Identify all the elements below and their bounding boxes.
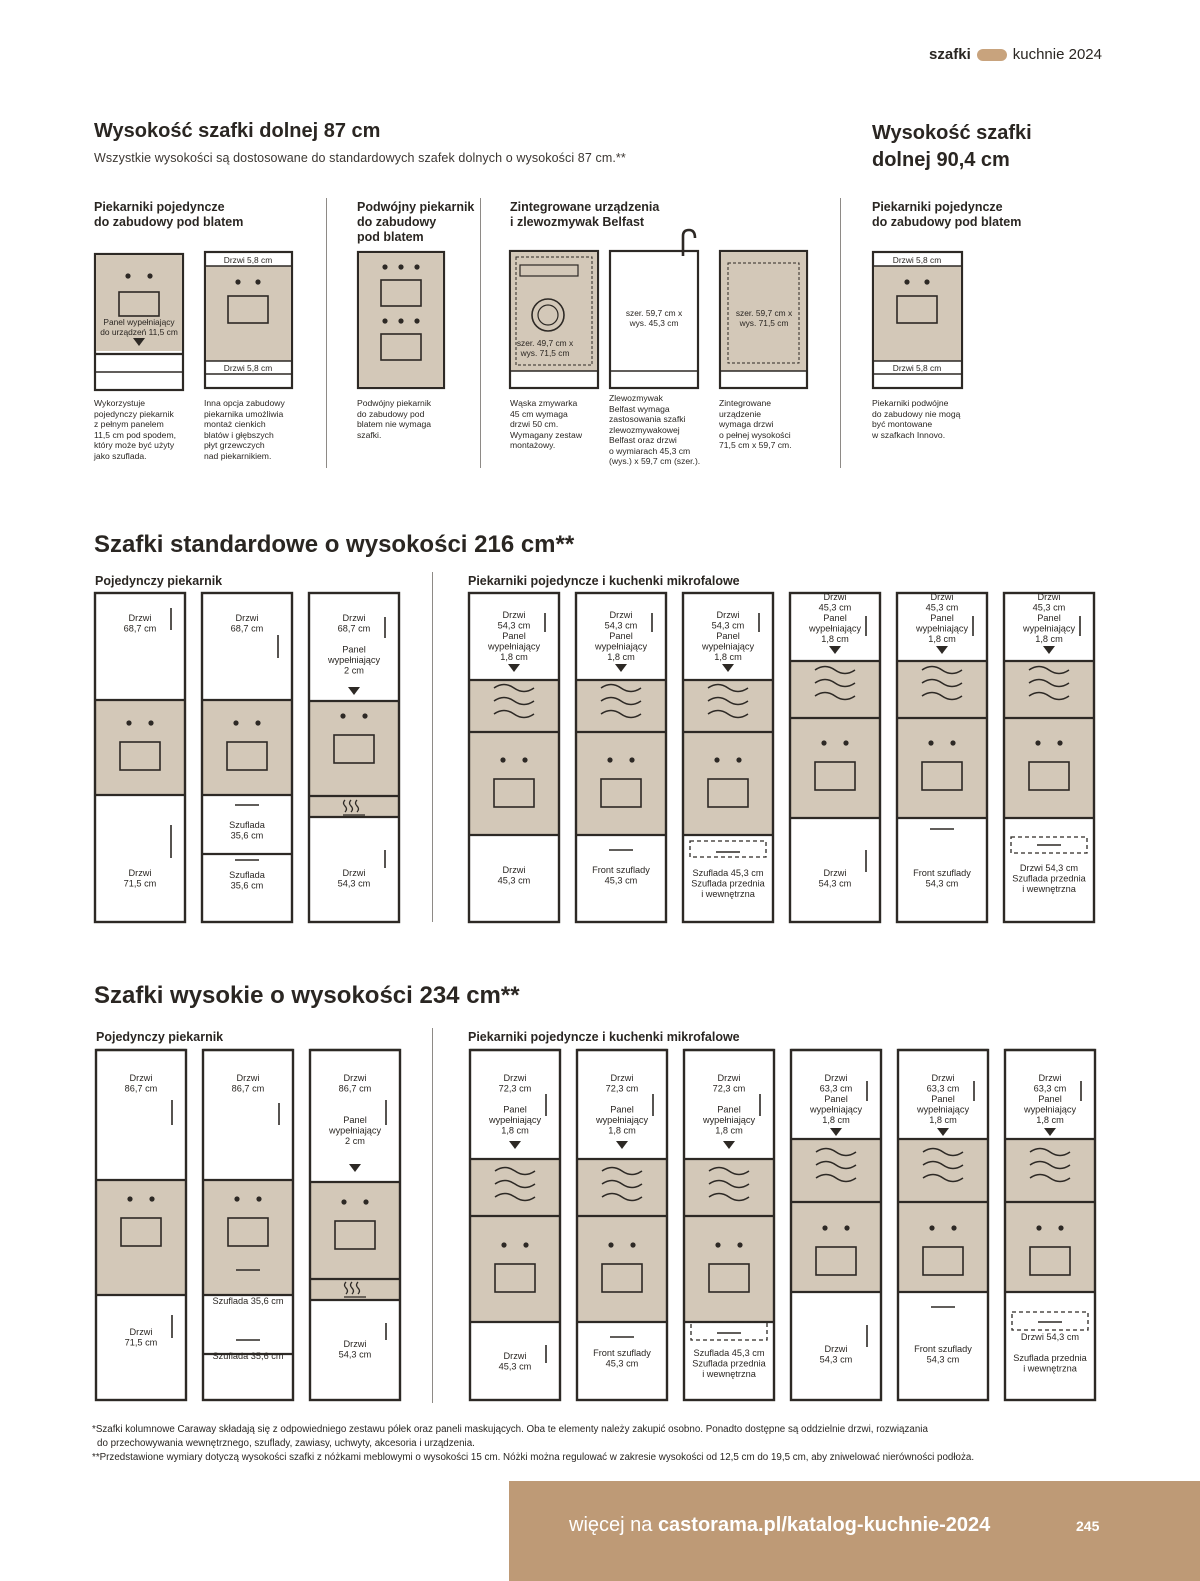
appliance-panel (792, 1139, 880, 1202)
cabinet-label: i wewnętrzna (1023, 1363, 1077, 1374)
appliance-panel (204, 1180, 292, 1295)
cabinet-label: wypełniający (916, 1104, 970, 1115)
cabinet-label: Drzwi (343, 1339, 367, 1349)
cabinet-label: Panel (610, 1104, 634, 1115)
cabinet-label: 45,3 cm (818, 602, 852, 613)
cabinet-label: wypełniający (327, 655, 381, 665)
cabinet-label: 54,3 cm (497, 620, 531, 631)
cabinet-label: wypełniający (1022, 623, 1076, 634)
appliance-panel (97, 1180, 185, 1295)
cabinet-label: Szuflada 45,3 cm (693, 1348, 765, 1358)
sink-size: wys. 45,3 cm (629, 318, 679, 328)
cabinet-label: wypełniający (701, 641, 755, 652)
cabinet-label: Szuflada 35,6 cm (212, 1296, 284, 1306)
cabinet-label: 72,3 cm (605, 1083, 639, 1094)
cabinet-label: Drzwi (502, 865, 526, 875)
section-234-left-heading: Pojedynczy piekarnik (96, 1030, 224, 1044)
arrow-down-icon (936, 646, 948, 654)
faucet-icon (683, 230, 695, 256)
section-216-right-heading: Piekarniki pojedyncze i kuchenki mikrofalowe (468, 574, 740, 588)
cabinet-label: Szuflada (229, 870, 265, 880)
cabinet-label: Drzwi (1038, 1073, 1062, 1083)
cabinet-label: 63,3 cm (1033, 1083, 1067, 1094)
cabinet-label: wypełniający (702, 1115, 756, 1125)
cabinet-label: 54,3 cm (819, 1354, 853, 1365)
appliance-panel (471, 1216, 559, 1322)
cabinet-label: Szuflada przednia (692, 1358, 766, 1369)
cabinet-label: Drzwi (931, 1073, 955, 1083)
oven-knob (256, 1196, 261, 1201)
oven-knob (1035, 740, 1040, 745)
cabinet-label: 45,3 cm (498, 1361, 532, 1372)
oven-knob (821, 740, 826, 745)
arrow-down-icon (615, 664, 627, 672)
appliance-panel (684, 732, 772, 835)
arrow-down-icon (723, 1141, 735, 1149)
cabinet-label: 1,8 cm (929, 1115, 957, 1125)
cabinet-label: Panel (343, 1115, 367, 1125)
caption: Inna opcja zabudowy piekarnika umożliwia montaż cienkich blatów i głębszych płyt grzewczych nad piekarnikiem. (204, 398, 285, 461)
cabinet-label: Front szuflady (914, 1344, 972, 1354)
panel-label: Panel wypełniający (103, 317, 175, 327)
dishwasher-size: szer. 49,7 cm x (516, 338, 574, 348)
inner-drawer-outline (691, 1322, 767, 1340)
footnotes (92, 1423, 1102, 1465)
cabinet-label: Drzwi (716, 610, 740, 620)
arrow-down-icon (349, 1164, 361, 1172)
oven-knob (500, 757, 505, 762)
cabinet-label: 1,8 cm (822, 1115, 850, 1125)
cabinet-label: 1,8 cm (714, 652, 742, 662)
cabinet-label: 1,8 cm (1035, 634, 1063, 644)
cabinet-label: Drzwi 54,3 cm (1019, 863, 1079, 873)
cabinet-label: Szuflada 45,3 cm (692, 868, 764, 878)
footnote-1: *Szafki kolumnowe Caraway składają się z odpowiedniego zestawu półek oraz paneli maskujących. Oba te elementy należy zakupić osobno. Ponadto dostępne są oddzielnie drzwi, rozwiązania (92, 1424, 928, 1435)
caption: Podwójny piekarnik do zabudowy pod blatem nie wymaga szafki. (357, 398, 432, 440)
caption: Wąska zmywarka 45 cm wymaga drzwi 50 cm. Wymagany zestaw montażowy. (510, 398, 583, 450)
oven-panel (206, 266, 291, 361)
cabinet-label: wypełniający (595, 1115, 649, 1125)
cabinet-label: Drzwi (236, 1073, 260, 1083)
caption: Zintegrowane urządzenie wymaga drzwi o pełnej wysokości 71,5 cm x 59,7 cm. (719, 398, 792, 450)
base-cabinet-diagrams (0, 0, 1200, 500)
cabinet-label: 54,3 cm (818, 878, 852, 889)
cabinet-label: Drzwi (930, 592, 954, 602)
cabinet-label: 1,8 cm (607, 652, 635, 662)
cabinet-label: Panel (717, 1104, 741, 1115)
appliance-panel (1005, 718, 1093, 818)
cabinet-label: 72,3 cm (498, 1083, 532, 1094)
oven-knob (843, 740, 848, 745)
cabinet-label: 86,7 cm (124, 1083, 158, 1094)
arrow-down-icon (1044, 1128, 1056, 1136)
arrow-down-icon (722, 664, 734, 672)
cabinet-label: 45,3 cm (605, 1358, 639, 1369)
section-234-title: Szafki wysokie o wysokości 234 cm** (94, 982, 520, 1009)
cabinet-label: Front szuflady (593, 1348, 651, 1358)
cabinet-label: Drzwi (824, 1073, 848, 1083)
caption: Zlewozmywak Belfast wymaga zastosowania szafki zlewozmywakowej Belfast oraz drzwi o wymiarach 45,3 cm (wys.) x 59,7 cm (szer.). (609, 393, 701, 466)
cabinet-label: wypełniający (808, 623, 862, 634)
cabinet-label: 54,3 cm (925, 878, 959, 889)
door-label: Drzwi 5,8 cm (892, 363, 942, 373)
cabinet-label: Panel (503, 1104, 527, 1115)
cabinet-label: Drzwi (128, 868, 152, 878)
cabinet-label: 1,8 cm (501, 1125, 529, 1136)
top-title: Wysokość szafki dolnej 87 cm (94, 120, 381, 142)
arrow-down-icon (509, 1141, 521, 1149)
oven-knob (341, 1199, 346, 1204)
oven-knob (607, 757, 612, 762)
dishwasher-size: wys. 71,5 cm (520, 348, 570, 358)
integrated-size: szer. 59,7 cm x (735, 308, 793, 318)
cabinet-label: Panel (931, 1094, 955, 1104)
cabinet-label: Drzwi (503, 1073, 527, 1083)
group-heading-single-oven: Piekarniki pojedyncze do zabudowy pod blatem (94, 200, 244, 229)
oven-knob (523, 1242, 528, 1247)
oven-knob (630, 1242, 635, 1247)
cabinet-label: Drzwi 54,3 cm (1020, 1332, 1080, 1342)
appliance-panel (685, 1216, 773, 1322)
cabinet-label: 54,3 cm (926, 1354, 960, 1365)
cabinet-label: Drzwi (824, 1344, 848, 1354)
oven-knob (149, 1196, 154, 1201)
cabinet-label: Szuflada przednia (691, 878, 765, 889)
oven-knob (715, 1242, 720, 1247)
cabinet-label: i wewnętrzna (1022, 884, 1076, 894)
oven-knob (340, 713, 345, 718)
page-number: 245 (1076, 1518, 1100, 1534)
cabinet-label: i wewnętrzna (702, 1369, 756, 1379)
cabinet-label: 72,3 cm (712, 1083, 746, 1094)
arrow-down-icon (1043, 646, 1055, 654)
cabinet-label: Drzwi (129, 1073, 153, 1083)
cabinet-label: Panel (930, 613, 954, 623)
oven-knob (737, 1242, 742, 1247)
oven-knob (501, 1242, 506, 1247)
arrow-down-icon (937, 1128, 949, 1136)
cabinet-label: 1,8 cm (715, 1125, 743, 1136)
cabinet-label: 86,7 cm (338, 1083, 372, 1094)
cabinet-label: Panel (342, 644, 366, 655)
oven-knob (844, 1225, 849, 1230)
cabinet-label: wypełniający (487, 641, 541, 652)
cabinet-label: wypełniający (1023, 1104, 1077, 1115)
cabinet-label: 68,7 cm (123, 623, 157, 634)
cabinet-label: 2 cm (344, 665, 364, 676)
cabinet-label: Szuflada 35,6 cm (212, 1351, 284, 1361)
appliance-panel (578, 1216, 666, 1322)
appliance-panel (471, 1159, 559, 1216)
section-216-title: Szafki standardowe o wysokości 216 cm** (94, 531, 575, 558)
oven-knob (127, 1196, 132, 1201)
appliance-panel (470, 732, 558, 835)
group-heading-single-oven-904: Piekarniki pojedyncze do zabudowy pod blatem (872, 200, 1022, 229)
arrow-down-icon (616, 1141, 628, 1149)
oven-knob (255, 720, 260, 725)
appliance-panel (310, 796, 398, 817)
oven-knob (629, 757, 634, 762)
banner-prefix: więcej na (569, 1514, 658, 1536)
door-label: Drzwi 5,8 cm (892, 255, 942, 265)
cabinet-label: 54,3 cm (604, 620, 638, 631)
section-234-right-heading: Piekarniki pojedyncze i kuchenki mikrofalowe (468, 1030, 740, 1044)
cabinet-label: Drzwi (128, 613, 152, 623)
cabinet-label: Drzwi (609, 610, 633, 620)
cabinet-label: 63,3 cm (926, 1083, 960, 1094)
appliance-panel (203, 700, 291, 795)
appliance-panel (311, 1182, 399, 1279)
integrated-size: wys. 71,5 cm (739, 318, 789, 328)
arrow-down-icon (830, 1128, 842, 1136)
oven-knob (1057, 740, 1062, 745)
oven-knob (362, 713, 367, 718)
cabinet-label: Drzwi (610, 1073, 634, 1083)
cabinet-label: Drzwi (1037, 592, 1061, 602)
cabinet-label: wypełniający (328, 1125, 382, 1136)
cabinet-label: Panel (823, 613, 847, 623)
oven-knob (929, 1225, 934, 1230)
cabinet-label: 1,8 cm (928, 634, 956, 644)
cabinet-label: 71,5 cm (123, 878, 157, 889)
cabinet-label: 35,6 cm (230, 880, 264, 891)
cabinet-label: 1,8 cm (500, 652, 528, 662)
oven-knob (822, 1225, 827, 1230)
cabinet-label: Panel (609, 631, 633, 641)
oven-knob (1036, 1225, 1041, 1230)
cabinet-label: Drzwi (129, 1327, 153, 1337)
footnote-1-cont: do przechowywania wewnętrznego, szuflady, zawiasy, uchwyty, akcesoria i urządzenia. (97, 1438, 475, 1449)
appliance-panel (577, 732, 665, 835)
oven-knob (1058, 1225, 1063, 1230)
oven-knob (233, 720, 238, 725)
cabinet-label: 45,3 cm (497, 875, 531, 886)
cabinet-label: Drzwi (235, 613, 259, 623)
cabinet-label: Drzwi (717, 1073, 741, 1083)
cabinet-label: Front szuflady (592, 865, 650, 875)
cabinet-label: 63,3 cm (819, 1083, 853, 1094)
door-label: Drzwi 5,8 cm (223, 255, 273, 265)
top-right-title-line2: dolnej 90,4 cm (872, 149, 1010, 171)
caption: Wykorzystuje pojedynczy piekarnik z pełnym panelem 11,5 cm pod spodem, który może być użyty jako szuflada. (94, 398, 177, 461)
cabinet-label: Panel (1037, 613, 1061, 623)
panel-label: do urządzeń 11,5 cm (100, 327, 178, 337)
cabinet-label: Front szuflady (913, 868, 971, 878)
inner-drawer-outline (690, 841, 766, 857)
cabinet-label: Szuflada przednia (1012, 873, 1086, 884)
cabinet-label: wypełniający (594, 641, 648, 652)
oven-knob (363, 1199, 368, 1204)
section-label: szafki (929, 46, 971, 63)
cabinet-label: wypełniający (488, 1115, 542, 1125)
appliance-panel (1006, 1139, 1094, 1202)
oven-knob (608, 1242, 613, 1247)
cabinet-label: Panel (502, 631, 526, 641)
cabinet-label: Panel (1038, 1094, 1062, 1104)
oven-knob (736, 757, 741, 762)
group-heading-double-oven: Podwójny piekarnik do zabudowy pod blatem (357, 200, 475, 244)
arrow-down-icon (829, 646, 841, 654)
cabinet-label: 86,7 cm (231, 1083, 265, 1094)
cabinet-label: 45,3 cm (604, 875, 638, 886)
appliance-panel (310, 701, 398, 796)
appliance-panel (96, 700, 184, 795)
tall-cabinet-234-diagrams (0, 1030, 1200, 1410)
cabinet-label: Drzwi (823, 592, 847, 602)
cabinet-label: Panel (824, 1094, 848, 1104)
oven-knob (928, 740, 933, 745)
top-right-title-line1: Wysokość szafki (872, 122, 1032, 144)
oven-knob (950, 740, 955, 745)
oven-knob (714, 757, 719, 762)
cabinet-label: Drzwi (823, 868, 847, 878)
cabinet-label: 54,3 cm (337, 878, 371, 889)
inner-drawer-outline (1012, 1312, 1088, 1330)
catalog-label: kuchnie 2024 (1012, 46, 1102, 63)
cabinet-label: Drzwi (502, 610, 526, 620)
cabinet-label: 1,8 cm (821, 634, 849, 644)
cabinet-label: 68,7 cm (337, 623, 371, 634)
tall-cabinet-216-diagrams (0, 560, 1200, 940)
cabinet-label: i wewnętrzna (701, 889, 755, 899)
cabinet-label: 71,5 cm (124, 1337, 158, 1348)
cabinet-label: 1,8 cm (1036, 1115, 1064, 1125)
appliance-panel (685, 1159, 773, 1216)
oven-knob (234, 1196, 239, 1201)
appliance-panel (899, 1139, 987, 1202)
section-216-left-heading: Pojedynczy piekarnik (95, 574, 223, 588)
footer-banner[interactable] (509, 1481, 1200, 1581)
cabinet-label: Drzwi (343, 1073, 367, 1083)
sink-size: szer. 59,7 cm x (625, 308, 683, 318)
cabinet-label: 2 cm (345, 1136, 365, 1146)
footnote-2: **Przedstawione wymiary dotyczą wysokości szafki z nóżkami meblowymi o wysokości 15 cm. Nóżki można regulować w zakresie wysokości od 12,5 cm do 19,5 cm, aby zniwelować nierówności podłoża. (92, 1452, 975, 1463)
cabinet-label: Drzwi (342, 868, 366, 878)
cabinet-label: 54,3 cm (711, 620, 745, 631)
cabinet-label: 35,6 cm (230, 830, 264, 841)
cabinet-label: 1,8 cm (608, 1125, 636, 1136)
oven-knob (522, 757, 527, 762)
appliance-panel (791, 718, 879, 818)
cabinet-label: Panel (716, 631, 740, 641)
cabinet-label: Drzwi (503, 1351, 527, 1361)
cabinet-label: 68,7 cm (230, 623, 264, 634)
door-label: Drzwi 5,8 cm (223, 363, 273, 373)
cabinet-label: 45,3 cm (1032, 602, 1066, 613)
cabinet-label: Szuflada (229, 820, 265, 830)
arrow-down-icon (508, 664, 520, 672)
cabinet-label: 45,3 cm (925, 602, 959, 613)
cabinet-label: wypełniający (915, 623, 969, 634)
cabinet-label: Szuflada przednia (1013, 1353, 1087, 1363)
banner-text[interactable] (569, 1514, 990, 1537)
cabinet-label: wypełniający (809, 1104, 863, 1115)
banner-link[interactable]: castorama.pl/katalog-kuchnie-2024 (657, 1514, 991, 1536)
oven-knob (126, 720, 131, 725)
appliance-panel (578, 1159, 666, 1216)
top-subtitle: Wszystkie wysokości są dostosowane do standardowych szafek dolnych o wysokości 87 cm.** (94, 151, 626, 165)
appliance-panel (898, 718, 986, 818)
arrow-down-icon (348, 687, 360, 695)
oven-knob (951, 1225, 956, 1230)
cabinet-label: 54,3 cm (338, 1349, 372, 1360)
caption: Piekarniki podwójne do zabudowy nie mogą być montowane w szafkach Innovo. (872, 398, 961, 440)
cabinet-label: Drzwi (342, 613, 366, 623)
group-heading-integrated: Zintegrowane urządzenia i zlewozmywak Belfast (510, 200, 660, 229)
oven-knob (148, 720, 153, 725)
